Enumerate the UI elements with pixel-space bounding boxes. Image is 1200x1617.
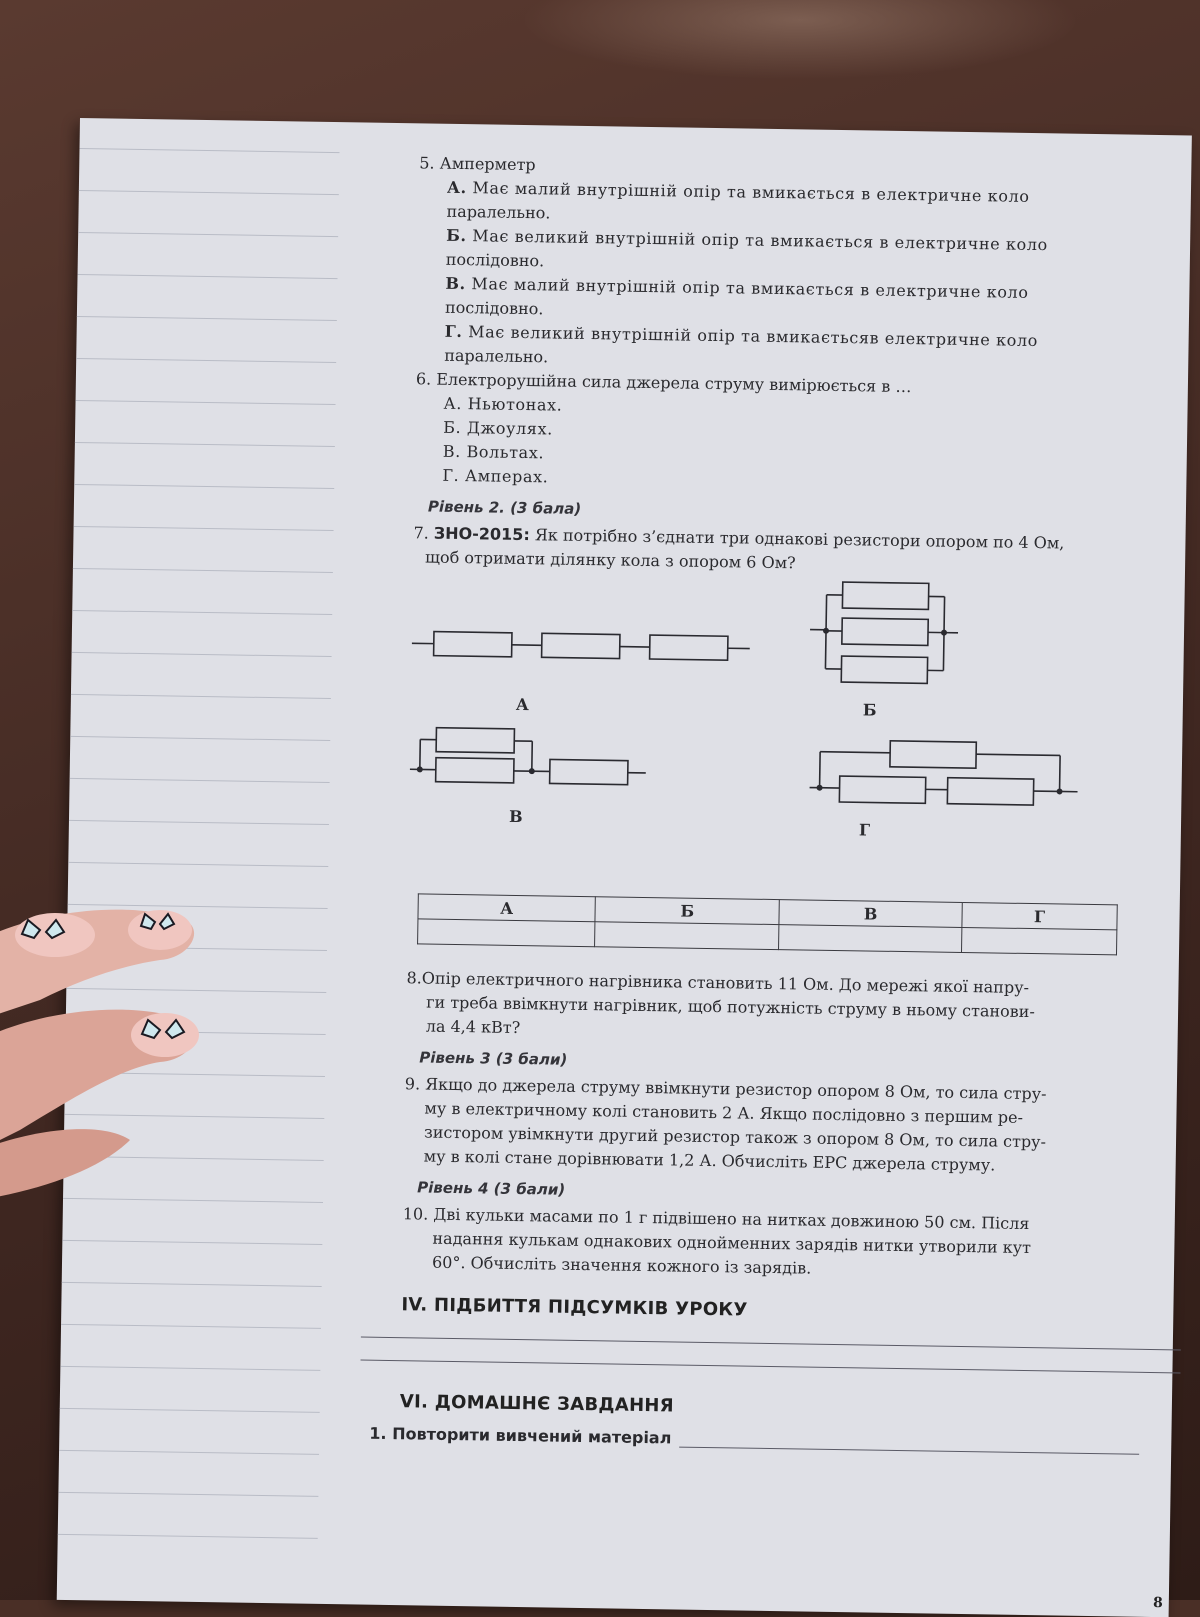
junction-dot bbox=[1056, 788, 1062, 794]
ruled-line bbox=[65, 1072, 325, 1077]
question-9-line: му в колі стане дорівнювати 1,2 А. Обчисліть ЕРС джерела струму. bbox=[404, 1144, 1174, 1180]
header-cell: А bbox=[418, 894, 595, 922]
ruled-line bbox=[58, 1534, 318, 1539]
ruled-line bbox=[80, 148, 340, 153]
ruled-line bbox=[75, 442, 335, 447]
resistor bbox=[947, 778, 1033, 805]
homework-item-text: 1. Повторити вивчений матеріал bbox=[369, 1424, 671, 1448]
circuit-label-b: Б bbox=[863, 700, 877, 719]
junction-dot bbox=[417, 766, 423, 772]
option-text: Має малий внутрішній опір та вмикається в електричне коло bbox=[472, 178, 1029, 206]
resistor bbox=[839, 776, 925, 803]
writing-line bbox=[361, 1360, 1181, 1374]
ruled-line bbox=[72, 652, 332, 657]
question-text-cont: щоб отримати ділянку кола з опором 6 Ом? bbox=[413, 545, 1183, 581]
answer-cell[interactable] bbox=[961, 927, 1117, 954]
level-2-heading: Рівень 2. (3 бала) bbox=[428, 498, 1184, 528]
question-9-line: му в електричному колі становить 2 А. Якщо послідовно з першим ре- bbox=[404, 1096, 1174, 1132]
circuit-d-mixed bbox=[809, 740, 1078, 806]
question-number: 7. bbox=[413, 523, 429, 542]
ruled-line bbox=[73, 568, 333, 573]
ruled-line bbox=[77, 316, 337, 321]
option: А. Ньютонах. bbox=[415, 391, 1185, 427]
circuit-label-a: А bbox=[516, 695, 529, 714]
question-9-line: 9. Якщо до джерела струму ввімкнути резистор опором 8 Ом, то сила стру- bbox=[405, 1072, 1175, 1108]
writing-line bbox=[361, 1337, 1181, 1351]
option-text: Має великий внутрішній опір та вмикаєтьсяв електричне коло bbox=[468, 322, 1038, 350]
option-continuation: послідовно. bbox=[418, 247, 1188, 283]
resistor bbox=[890, 741, 976, 768]
option-letter: А. bbox=[447, 178, 467, 197]
option: Б. Джоулях. bbox=[415, 415, 1185, 451]
answer-cell[interactable] bbox=[418, 919, 595, 947]
resistor bbox=[436, 758, 514, 783]
resistor bbox=[436, 728, 514, 753]
homework-item-1 bbox=[369, 1424, 1169, 1456]
resistor bbox=[650, 635, 728, 660]
level-4-heading: Рівень 4 (3 бали) bbox=[417, 1178, 1173, 1208]
resistor bbox=[842, 582, 928, 609]
ruled-line bbox=[69, 820, 329, 825]
section-4-heading: IV. ПІДБИТТЯ ПІДСУМКІВ УРОКУ bbox=[401, 1294, 1171, 1327]
option: В. Вольтах. bbox=[415, 439, 1185, 475]
option-letter: Г. bbox=[445, 322, 463, 341]
question-9-line: зистором увімкнути другий резистор також з опором 8 Ом, то сила стру- bbox=[404, 1120, 1174, 1156]
ruled-line bbox=[72, 610, 332, 615]
writing-line bbox=[679, 1447, 1139, 1455]
resistor bbox=[550, 759, 628, 784]
ruled-line bbox=[78, 232, 338, 237]
ruled-line bbox=[64, 1114, 324, 1119]
resistor bbox=[841, 656, 927, 683]
junction-dot bbox=[823, 628, 829, 634]
ruled-line bbox=[59, 1450, 319, 1455]
option-letter: В. bbox=[445, 274, 466, 293]
junction-dot bbox=[529, 768, 535, 774]
question-5 bbox=[416, 151, 1189, 379]
answer-cell[interactable] bbox=[779, 925, 962, 953]
ruled-line bbox=[67, 946, 327, 951]
exam-tag: ЗНО-2015: bbox=[434, 524, 530, 545]
option-continuation: паралельно. bbox=[416, 343, 1186, 379]
ruled-line bbox=[78, 274, 338, 279]
question-10-line: 60°. Обчисліть значення кожного із зарядів. bbox=[402, 1250, 1172, 1286]
question-6-title: 6. Електрорушійна сила джерела струму вимірюється в … bbox=[416, 367, 1186, 403]
question-7 bbox=[407, 521, 1184, 956]
question-8-line: ги треба ввімкнути нагрівник, щоб потужність струму в ньому станови- bbox=[406, 990, 1176, 1026]
ruled-line bbox=[60, 1366, 320, 1371]
option: Г. Амперах. bbox=[414, 463, 1184, 499]
ruled-line bbox=[74, 526, 334, 531]
ruled-line bbox=[66, 1030, 326, 1035]
question-5-options bbox=[416, 175, 1189, 379]
resistor bbox=[842, 618, 928, 645]
question-text: Як потрібно з’єднати три однакові резистори опором по 4 Ом, bbox=[535, 525, 1065, 552]
circuit-label-c: В bbox=[509, 807, 523, 826]
worksheet-page bbox=[57, 118, 1192, 1617]
ruled-line bbox=[60, 1408, 320, 1413]
ruled-line bbox=[62, 1282, 322, 1287]
page-number: 8 bbox=[1153, 1595, 1163, 1611]
ruled-line bbox=[58, 1492, 318, 1497]
circuit-diagrams bbox=[408, 573, 1183, 885]
junction-dot bbox=[941, 630, 947, 636]
ruled-line bbox=[79, 190, 339, 195]
circuit-b-parallel bbox=[809, 582, 959, 684]
level-3-heading: Рівень 3 (3 бали) bbox=[419, 1048, 1175, 1078]
question-5-title: 5. Амперметр bbox=[419, 151, 1189, 187]
question-10 bbox=[402, 1202, 1173, 1286]
circuit-label-d: Г bbox=[859, 820, 870, 839]
question-8-line: ла 4,4 кВт? bbox=[406, 1014, 1176, 1050]
ruled-line bbox=[71, 694, 331, 699]
circuit-a-series bbox=[412, 631, 750, 660]
section-6-heading: VI. ДОМАШНЄ ЗАВДАННЯ bbox=[400, 1391, 1170, 1424]
ruled-line bbox=[68, 862, 328, 867]
circuits-svg bbox=[408, 573, 1183, 885]
junction-dot bbox=[817, 785, 823, 791]
question-6 bbox=[414, 367, 1186, 499]
header-cell: Б bbox=[595, 897, 780, 925]
ruled-line bbox=[76, 400, 336, 405]
margin-ruled-lines bbox=[57, 148, 339, 1582]
ruled-line bbox=[70, 778, 330, 783]
light-reflection bbox=[520, 0, 1080, 80]
page-content bbox=[399, 151, 1189, 1455]
option-continuation: паралельно. bbox=[418, 199, 1188, 235]
answer-cell[interactable] bbox=[595, 922, 780, 950]
header-cell: В bbox=[779, 900, 962, 928]
header-cell: Г bbox=[962, 902, 1118, 929]
ruled-line bbox=[74, 484, 334, 489]
ruled-line bbox=[62, 1240, 322, 1245]
ruled-line bbox=[66, 988, 326, 993]
ruled-line bbox=[68, 904, 328, 909]
circuit-c-mixed bbox=[410, 727, 647, 785]
question-8 bbox=[406, 966, 1177, 1050]
question-10-line: 10. Дві кульки масами по 1 г підвішено на нитках довжиною 50 см. Після bbox=[403, 1202, 1173, 1238]
resistor bbox=[434, 632, 512, 657]
resistor bbox=[542, 633, 620, 658]
option-letter: Б. bbox=[446, 226, 467, 245]
ruled-line bbox=[76, 358, 336, 363]
question-10-line: надання кулькам однакових однойменних зарядів нитки утворили кут bbox=[402, 1226, 1172, 1262]
option-text: Має малий внутрішній опір та вмикається в електричне коло bbox=[471, 274, 1028, 302]
question-9 bbox=[404, 1072, 1175, 1180]
ruled-line bbox=[63, 1198, 323, 1203]
question-8-line: 8.Опір електричного нагрівника становить 11 Ом. До мережі якої напру- bbox=[406, 966, 1176, 1002]
answer-table bbox=[417, 893, 1118, 955]
ruled-line bbox=[70, 736, 330, 741]
ruled-line bbox=[64, 1156, 324, 1161]
option-continuation: послідовно. bbox=[417, 295, 1187, 331]
option-text: Має великий внутрішній опір та вмикається в електричне коло bbox=[472, 226, 1048, 254]
ruled-line bbox=[61, 1324, 321, 1329]
